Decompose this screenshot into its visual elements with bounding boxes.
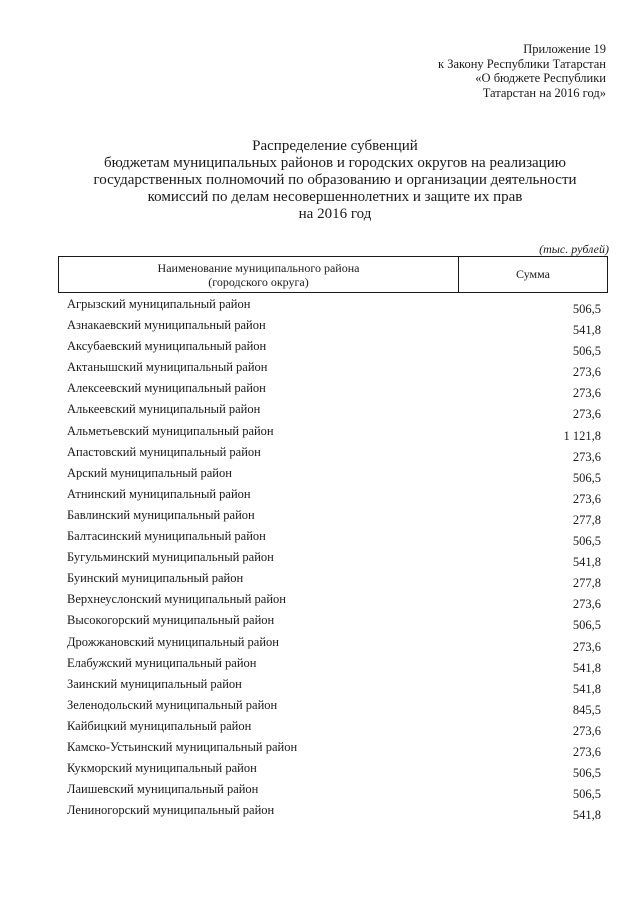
- table-row: [60, 466, 601, 487]
- district-amount: 273,6: [572, 491, 601, 506]
- district-name: Актанышский муниципальный район: [67, 360, 268, 375]
- district-amount: 541,8: [572, 808, 601, 823]
- column-header-sum: Сумма: [516, 267, 550, 281]
- district-name: Заинский муниципальный район: [67, 676, 242, 691]
- district-name: Буинский муниципальный район: [67, 571, 244, 586]
- district-name: Агрызский муниципальный район: [67, 297, 251, 311]
- district-amount: 506,5: [572, 344, 601, 359]
- district-name: Лаишевский муниципальный район: [67, 782, 259, 797]
- table-row: [60, 424, 601, 445]
- district-amount: 1 121,8: [563, 428, 601, 443]
- district-amount: 273,6: [572, 449, 601, 464]
- district-amount: 541,8: [572, 681, 601, 696]
- district-amount: 506,5: [572, 766, 601, 781]
- appendix-line-3: «О бюджете Республики: [475, 71, 606, 85]
- table-row: [60, 550, 601, 571]
- title-line-3: государственных полномочий по образованию и организации деятельности: [93, 172, 577, 188]
- district-amount: 273,6: [572, 407, 601, 422]
- district-name: Верхнеуслонский муниципальный район: [67, 592, 286, 607]
- district-amount: 506,5: [572, 618, 601, 633]
- table-row: [60, 402, 601, 423]
- district-amount: 273,6: [572, 639, 601, 654]
- table-row: [60, 698, 601, 719]
- table-row: [60, 656, 601, 677]
- table-row: [60, 740, 601, 761]
- district-name: Зеленодольский муниципальный район: [67, 697, 278, 712]
- district-amount: 277,8: [572, 512, 601, 527]
- district-amount: 506,5: [572, 470, 601, 485]
- table-row: [60, 761, 601, 782]
- district-name: Азнакаевский муниципальный район: [67, 318, 266, 333]
- table-body: [60, 297, 601, 824]
- appendix-line-1: Приложение 19: [523, 42, 606, 56]
- district-amount: 506,5: [572, 302, 601, 316]
- district-name: Елабужский муниципальный район: [67, 655, 257, 670]
- table-row: [60, 529, 601, 550]
- district-amount: 273,6: [572, 597, 601, 612]
- district-name: Высокогорский муниципальный район: [67, 613, 275, 628]
- units-label: (тыс. рублей): [539, 242, 609, 256]
- district-amount: 273,6: [572, 365, 601, 380]
- district-amount: 541,8: [572, 323, 601, 338]
- title-line-4: комиссий по делам несовершеннолетних и защите их прав: [147, 189, 523, 205]
- district-name: Альметьевский муниципальный район: [67, 423, 274, 438]
- table-header: [58, 256, 608, 293]
- district-name: Балтасинский муниципальный район: [67, 529, 266, 544]
- column-header-name: [59, 257, 459, 292]
- district-amount: 506,5: [572, 534, 601, 549]
- table-row: [60, 297, 601, 318]
- district-amount: 541,8: [572, 555, 601, 570]
- district-name: Дрожжановский муниципальный район: [67, 634, 279, 649]
- district-amount: 273,6: [572, 744, 601, 759]
- district-name: Алексеевский муниципальный район: [67, 381, 266, 396]
- district-amount: 845,5: [572, 702, 601, 717]
- column-header-name-line-1: Наименование муниципального района: [157, 260, 360, 275]
- table-row: [60, 719, 601, 740]
- table-row: [60, 592, 601, 613]
- column-header-name-line-2: (городского округа): [208, 274, 309, 289]
- district-amount: 506,5: [572, 787, 601, 802]
- table-row: [60, 508, 601, 529]
- table-row: [60, 635, 601, 656]
- table-row: [60, 381, 601, 402]
- table-row: [60, 677, 601, 698]
- district-amount: 277,8: [572, 576, 601, 591]
- district-amount: 541,8: [572, 660, 601, 675]
- district-name: Кукморский муниципальный район: [67, 761, 257, 776]
- title-line-2: бюджетам муниципальных районов и городских округов на реализацию: [104, 155, 566, 171]
- district-amount: 273,6: [572, 386, 601, 401]
- district-name: Алькеевский муниципальный район: [67, 402, 261, 417]
- table-row: [60, 487, 601, 508]
- table-row: [60, 613, 601, 634]
- table-row: [60, 339, 601, 360]
- table-row: [60, 782, 601, 803]
- district-name: Камско-Устьинский муниципальный район: [67, 739, 298, 754]
- district-name: Атнинский муниципальный район: [67, 486, 251, 501]
- district-name: Апастовский муниципальный район: [67, 444, 261, 459]
- district-name: Лениногорский муниципальный район: [67, 803, 275, 818]
- district-name: Аксубаевский муниципальный район: [67, 339, 267, 354]
- district-name: Бавлинский муниципальный район: [67, 507, 255, 522]
- title-line-5: на 2016 год: [298, 206, 372, 222]
- document-title: [60, 138, 610, 223]
- district-amount: 273,6: [572, 723, 601, 738]
- appendix-line-4: Татарстан на 2016 год»: [482, 85, 606, 100]
- table-row: [60, 571, 601, 592]
- title-line-1: Распределение субвенций: [252, 138, 418, 154]
- table-row: [60, 445, 601, 466]
- table-row: [60, 360, 601, 381]
- district-name: Арский муниципальный район: [67, 465, 232, 480]
- appendix-header: [438, 42, 606, 100]
- appendix-line-2: к Закону Республики Татарстан: [438, 56, 606, 71]
- district-name: Кайбицкий муниципальный район: [67, 718, 252, 733]
- table-row: [60, 318, 601, 339]
- table-row: [60, 803, 601, 824]
- district-name: Бугульминский муниципальный район: [67, 550, 274, 565]
